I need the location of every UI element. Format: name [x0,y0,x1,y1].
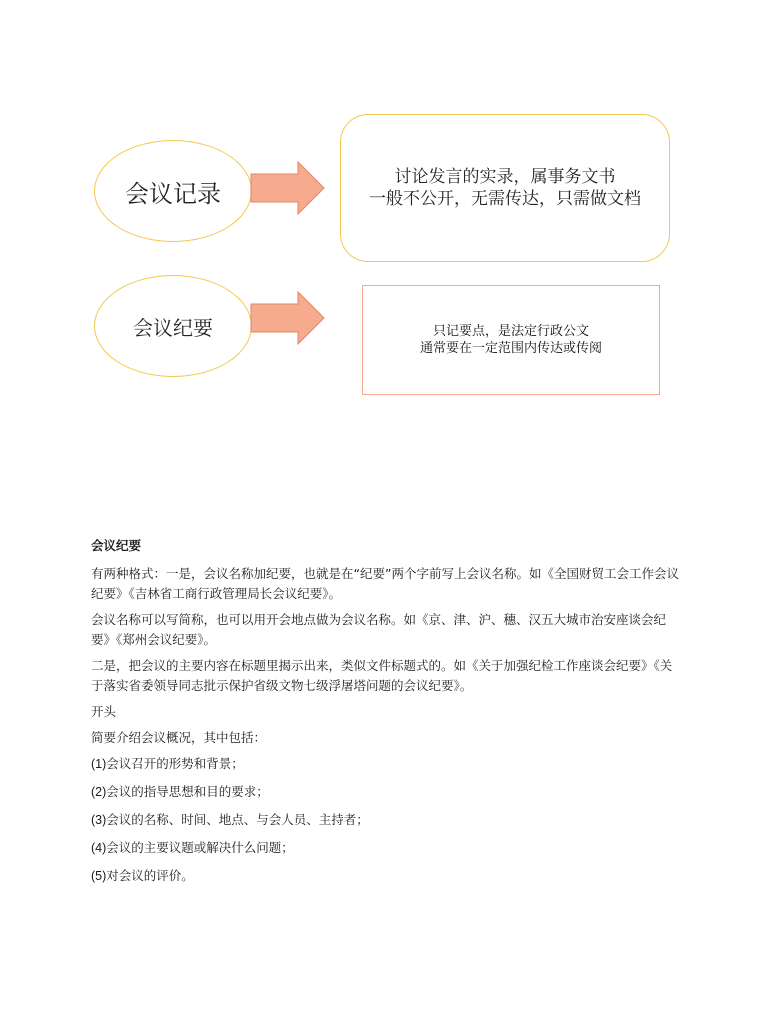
list-item-number: (5) [91,869,107,883]
comparison-diagram [0,0,768,420]
right-arrow-icon [250,290,326,346]
list-item-text: 对会议的评价。 [106,868,194,883]
list-item-text: 会议的主要议题或解决什么问题； [106,840,294,855]
list-item-number: (2) [91,785,107,799]
list-item [91,754,681,774]
paragraph-short-name: 会议名称可以写简称，也可以用开会地点做为会议名称。如《京、津、沪、穗、汉五大城市治安座谈会纪要》《郑州会议纪要》。 [91,612,667,647]
paragraph-format-one: 有两种格式：一是，会议名称加纪要，也就是在“纪要”两个字前写上会议名称。如《全国财贸工会工作会议纪要》《吉林省工商行政管理局长会议纪要》。 [91,566,679,601]
meeting-minutes-description-line-1: 只记要点，是法定行政公文 [432,324,589,339]
meeting-record-ellipse [94,140,252,242]
list-item-number: (1) [91,757,107,771]
list-item-number: (3) [91,813,107,827]
meeting-minutes-ellipse [94,275,252,377]
list-item-text: 会议的指导思想和目的要求； [106,784,269,799]
right-arrow-icon [250,160,326,216]
list-item-number: (4) [91,841,107,855]
paragraph-overview-intro: 简要介绍会议概况，其中包括： [91,730,267,745]
list-item [91,810,681,830]
list-item [91,782,681,802]
document-body [91,536,681,894]
paragraph-opening-heading: 开头 [91,704,117,719]
section-heading: 会议纪要 [91,538,142,553]
list-item-text: 会议召开的形势和背景； [106,756,244,771]
meeting-minutes-description-line-2: 通常要在一定范围内传达或传阅 [419,341,602,356]
meeting-minutes-label: 会议纪要 [133,315,213,340]
meeting-minutes-description-box [362,285,660,395]
meeting-record-description-line-1: 讨论发言的实录，属事务文书 [394,167,616,187]
paragraph-format-two: 二是，把会议的主要内容在标题里揭示出来，类似文件标题式的。如《关于加强纪检工作座谈会纪要》《关于落实省委领导同志批示保护省级文物七级浮屠塔问题的会议纪要》。 [91,658,673,693]
list-item [91,838,681,858]
meeting-record-description-line-2: 一般不公开，无需传达，只需做文档 [369,189,641,209]
meeting-record-label: 会议记录 [125,179,221,208]
list-item [91,866,681,886]
meeting-record-description-box [340,114,670,262]
list-item-text: 会议的名称、时间、地点、与会人员、主持者； [106,812,369,827]
